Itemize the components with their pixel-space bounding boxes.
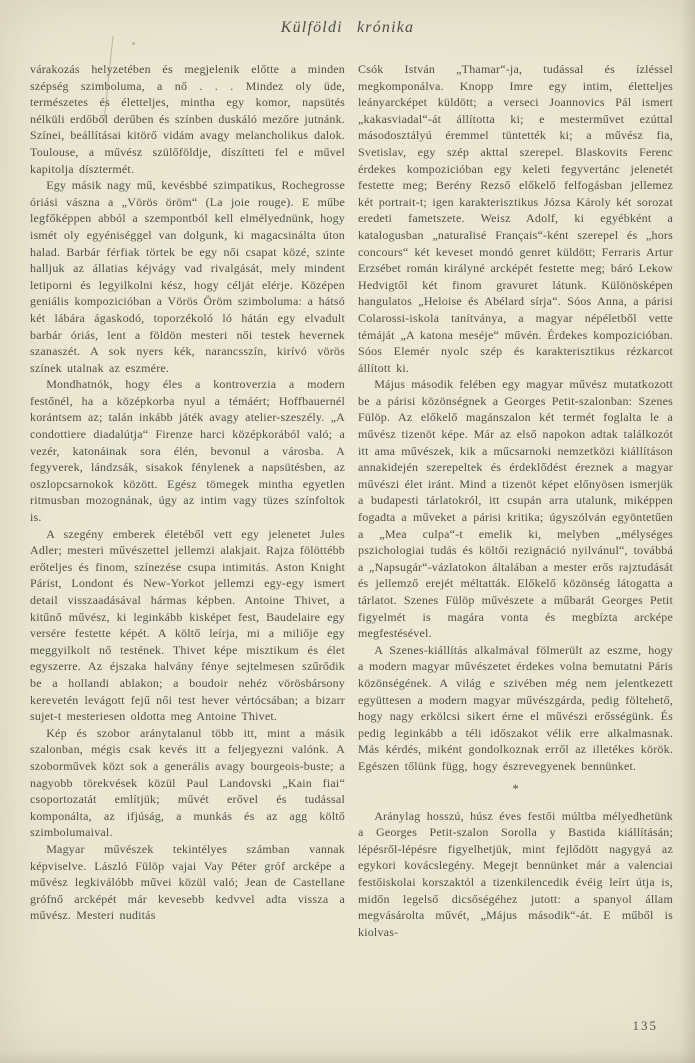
- right-column: [358, 61, 673, 940]
- page-title: Külföldi krónika: [280, 19, 415, 36]
- paragraph: Aránylag hosszú, húsz éves festői múltba mélyedhetünk a Georges Petit-szalon Sorolla y Bastida kiállításán; lépésről-lépésre figyelhetjük, mint fejlődött nagygyá az egykori kovácslegény. Megejt bennünket már a valenciai festőiskolai korszaktól a tizenkilencedik évéig leírt útja is, midőn legelső dicsőségéhez jutott: a spanyol állam megvásárolta művét, „Május második“-át. E műből is kiolvas-: [358, 808, 673, 939]
- paragraph: A Szenes-kiállítás alkalmával fölmerült az eszme, hogy a modern magyar művészetet érdekes volna bemutatni Páris közönségének. A világ e szivében még nem jelentkezett együttesen a modern magyar művészgárda, pedig föltehető, hogy nagy erkölcsi sikert érne el művészi erősségünk. És pedig leginkább a téli időszakot vélik erre alkalmasnak. Más kérdés, miként gondolkoznak erről az illetékes körök. Egészen tőlünk függ, hogy észrevegyenek bennünket.: [358, 642, 673, 773]
- paragraph: Csók István „Thamar“-ja, tudással és ízléssel megkomponálva. Knopp Imre egy intim, életteljes leányarcképet küldött; a verseci Joannovics Pál ismert „kakasviadal“-át állította ki; e mesterművet ezúttal másodosztályú éremmel tüntették ki; a művész fia, Svetislav, egy szép akttal szerepel. Blaskovits Ferenc érdekes kompozicióban egy keleti fegyvertánc jelenetét festette meg; Berény Rezső előkelő felfogásban jellemez két portrait-t; igen karakterisztikus Józsa Károly két sorozat eredeti fametszete. Weisz Adolf, ki egyébként a katalogusban „naturalisé Français“-ként szerepel és „hors concours“ két keveset mondó genret küldött; Ferraris Artur Erzsébet román királyné arcképét festette meg; báró Lekow Hedvigtől két finom gravuret látunk. Különösképen hangulatos „Heloise és Abélard sírja“. Sóos Anna, a párisi Colarossi-iskola tanítványa, a magyar népéletből vette témáját „A katona meséje“ művén. Érdekes kompozicióban. Sóos Elemér nyolc szép és karakterisztikus rézkarcot állított ki.: [358, 62, 673, 375]
- scan-speck-artifact: [132, 42, 135, 45]
- text-columns: [0, 37, 695, 940]
- section-separator: *: [512, 780, 519, 796]
- paragraph: várakozás helyzetében és megjelenik előtte a minden szépség szimboluma, a nő . . . Mindez oly üde, természetes és életteljes, mintha egy komor, napsütés nélküli erdőből derűben és színben duskáló mezőre jutnánk. Színei, beállításai kitörő vidám avagy melancholikus dalok. Toulouse, a művész szülőföldje, díszítteti fel e művel kapitolja dísztermét.: [30, 62, 345, 176]
- page-number: 135: [632, 1018, 658, 1033]
- paragraph: Kép és szobor aránytalanul több itt, mint a másik szalonban, mégis csak kevés itt a feljegyezni valónk. A szoborművek közt sok a generális avagy bourgeois-buste; a nagyobb törekvések közül Paul Landovski „Kain fiai“ csoportozatát említjük; művét erővel és tudással komponálta, az ifjúság, a munkás és az agg költő szimbolumaival.: [30, 725, 345, 840]
- paragraph: Május második felében egy magyar művész mutatkozott be a párisi közönségnek a Georges Petit-szalonban: Szenes Fülöp. Az előkelő magánszalon két termét foglalta le a művész tizenöt képe. Már az első napokon adtak találkozót itt ama művészek, kik a műcsarnoki nemzetközi kiállításon annakidején szerepeltek és érdeklődést éreznek a magyar művészi élet iránt. Mind a tizenöt képet előnyösen ismerjük a budapesti tárlatokról, itt csupán arra utalunk, miképpen fogadta a műveket a párisi kritika; úgyszólván egyöntetűen a „Mea culpa“-t emelik ki, melyben „mélységes pszichologiai tudás és költői rezignáció nyilvánul“, továbbá a „Napsugár“-vázlatokon általában a mester erős rajztudását és jellemző erejét méltatták. Előkelő közönség látogatta a tárlatot. Szenes Fülöp művészete a műbarát Georges Petit figyelmét is magára vonta és megbízta arcképe megfestésével.: [358, 377, 673, 641]
- paragraph: Mondhatnók, hogy éles a kontroverzia a modern festőnél, ha a középkorba nyul a témáért; Hoffbauernél korántsem az; talán inkább játék avagy atelier-szeszély. „A condottiere diadalútja“ Firenze harci középkorából való; a vezér, katonáinak sora élén, bevonul a városba. A fegyverek, lándzsák, sisakok fénylenek a napsütésben, az oszlopcsarnokok között. Egész tömegek mintha egyetlen ritmusban mozognának, úgy az intim vagy tüzes színfoltok is.: [30, 377, 345, 525]
- paragraph: Magyar művészek tekintélyes számban vannak képviselve. László Fülöp vajai Vay Péter gróf arcképe a művész legkiválóbb művei közül való; Jean de Castellane grófnő arcképét már kevesebb kedvvel adta vissza a művész. Mesteri nuditás: [30, 841, 345, 923]
- page-edge-shading: [0, 1051, 695, 1063]
- paragraph: A szegény emberek életéből vett egy jelenetet Jules Adler; mesteri művészettel jellemzi alakjait. Rajza fölöttébb erőteljes és finom, színezése csupa intimitás. Aston Knight Párist, Londont és New-Yorkot jellemzi egy-egy ismert detail visszaadásával hármas képben. Antoine Thivet, a kitűnő művész, ki leginkább kisképet fest, Baudelaire egy versére festette képét. A költő leírja, mi a miliője egy meggyilkolt nő testének. Thivet képe misztikum és élet egyszerre. Az éjszaka halvány fénye sejtelmesen szűrődik be a hollandi ablakon; a boudoir nehéz vörösbársony kerevetén levágott fejű női test hever vértócsában; a bizarr sujet-t mesteriesen oldotta meg Antoine Thivet.: [30, 526, 345, 724]
- paragraph: Egy másik nagy mű, kevésbbé szimpatikus, Rochegrosse óriási vászna a „Vörös öröm“ (La joie rouge). E műbe legfőképpen abból a szempontból kell elmélyednünk, hogy ismét oly egyéniséggel van dolgunk, ki magacsinálta úton halad. Barbár férfiak törtek be egy női csapat közé, szinte halljuk az állatias kéjvágy vad rivalgását, mely mindent letiporni és legyilkolni kész, hogy célját elérje. Középen geniális kompozicióban a Vörös Öröm szimboluma: a hátsó két lábára ágaskodó, toporzékoló ló hátán egy elvadult barbár óriás, lent a földön mesteri női testek hevernek szanaszét. A sok nyers kék, narancsszín, kirívó vörös színek utalnak az eszmére.: [30, 178, 345, 375]
- left-column: [30, 61, 345, 940]
